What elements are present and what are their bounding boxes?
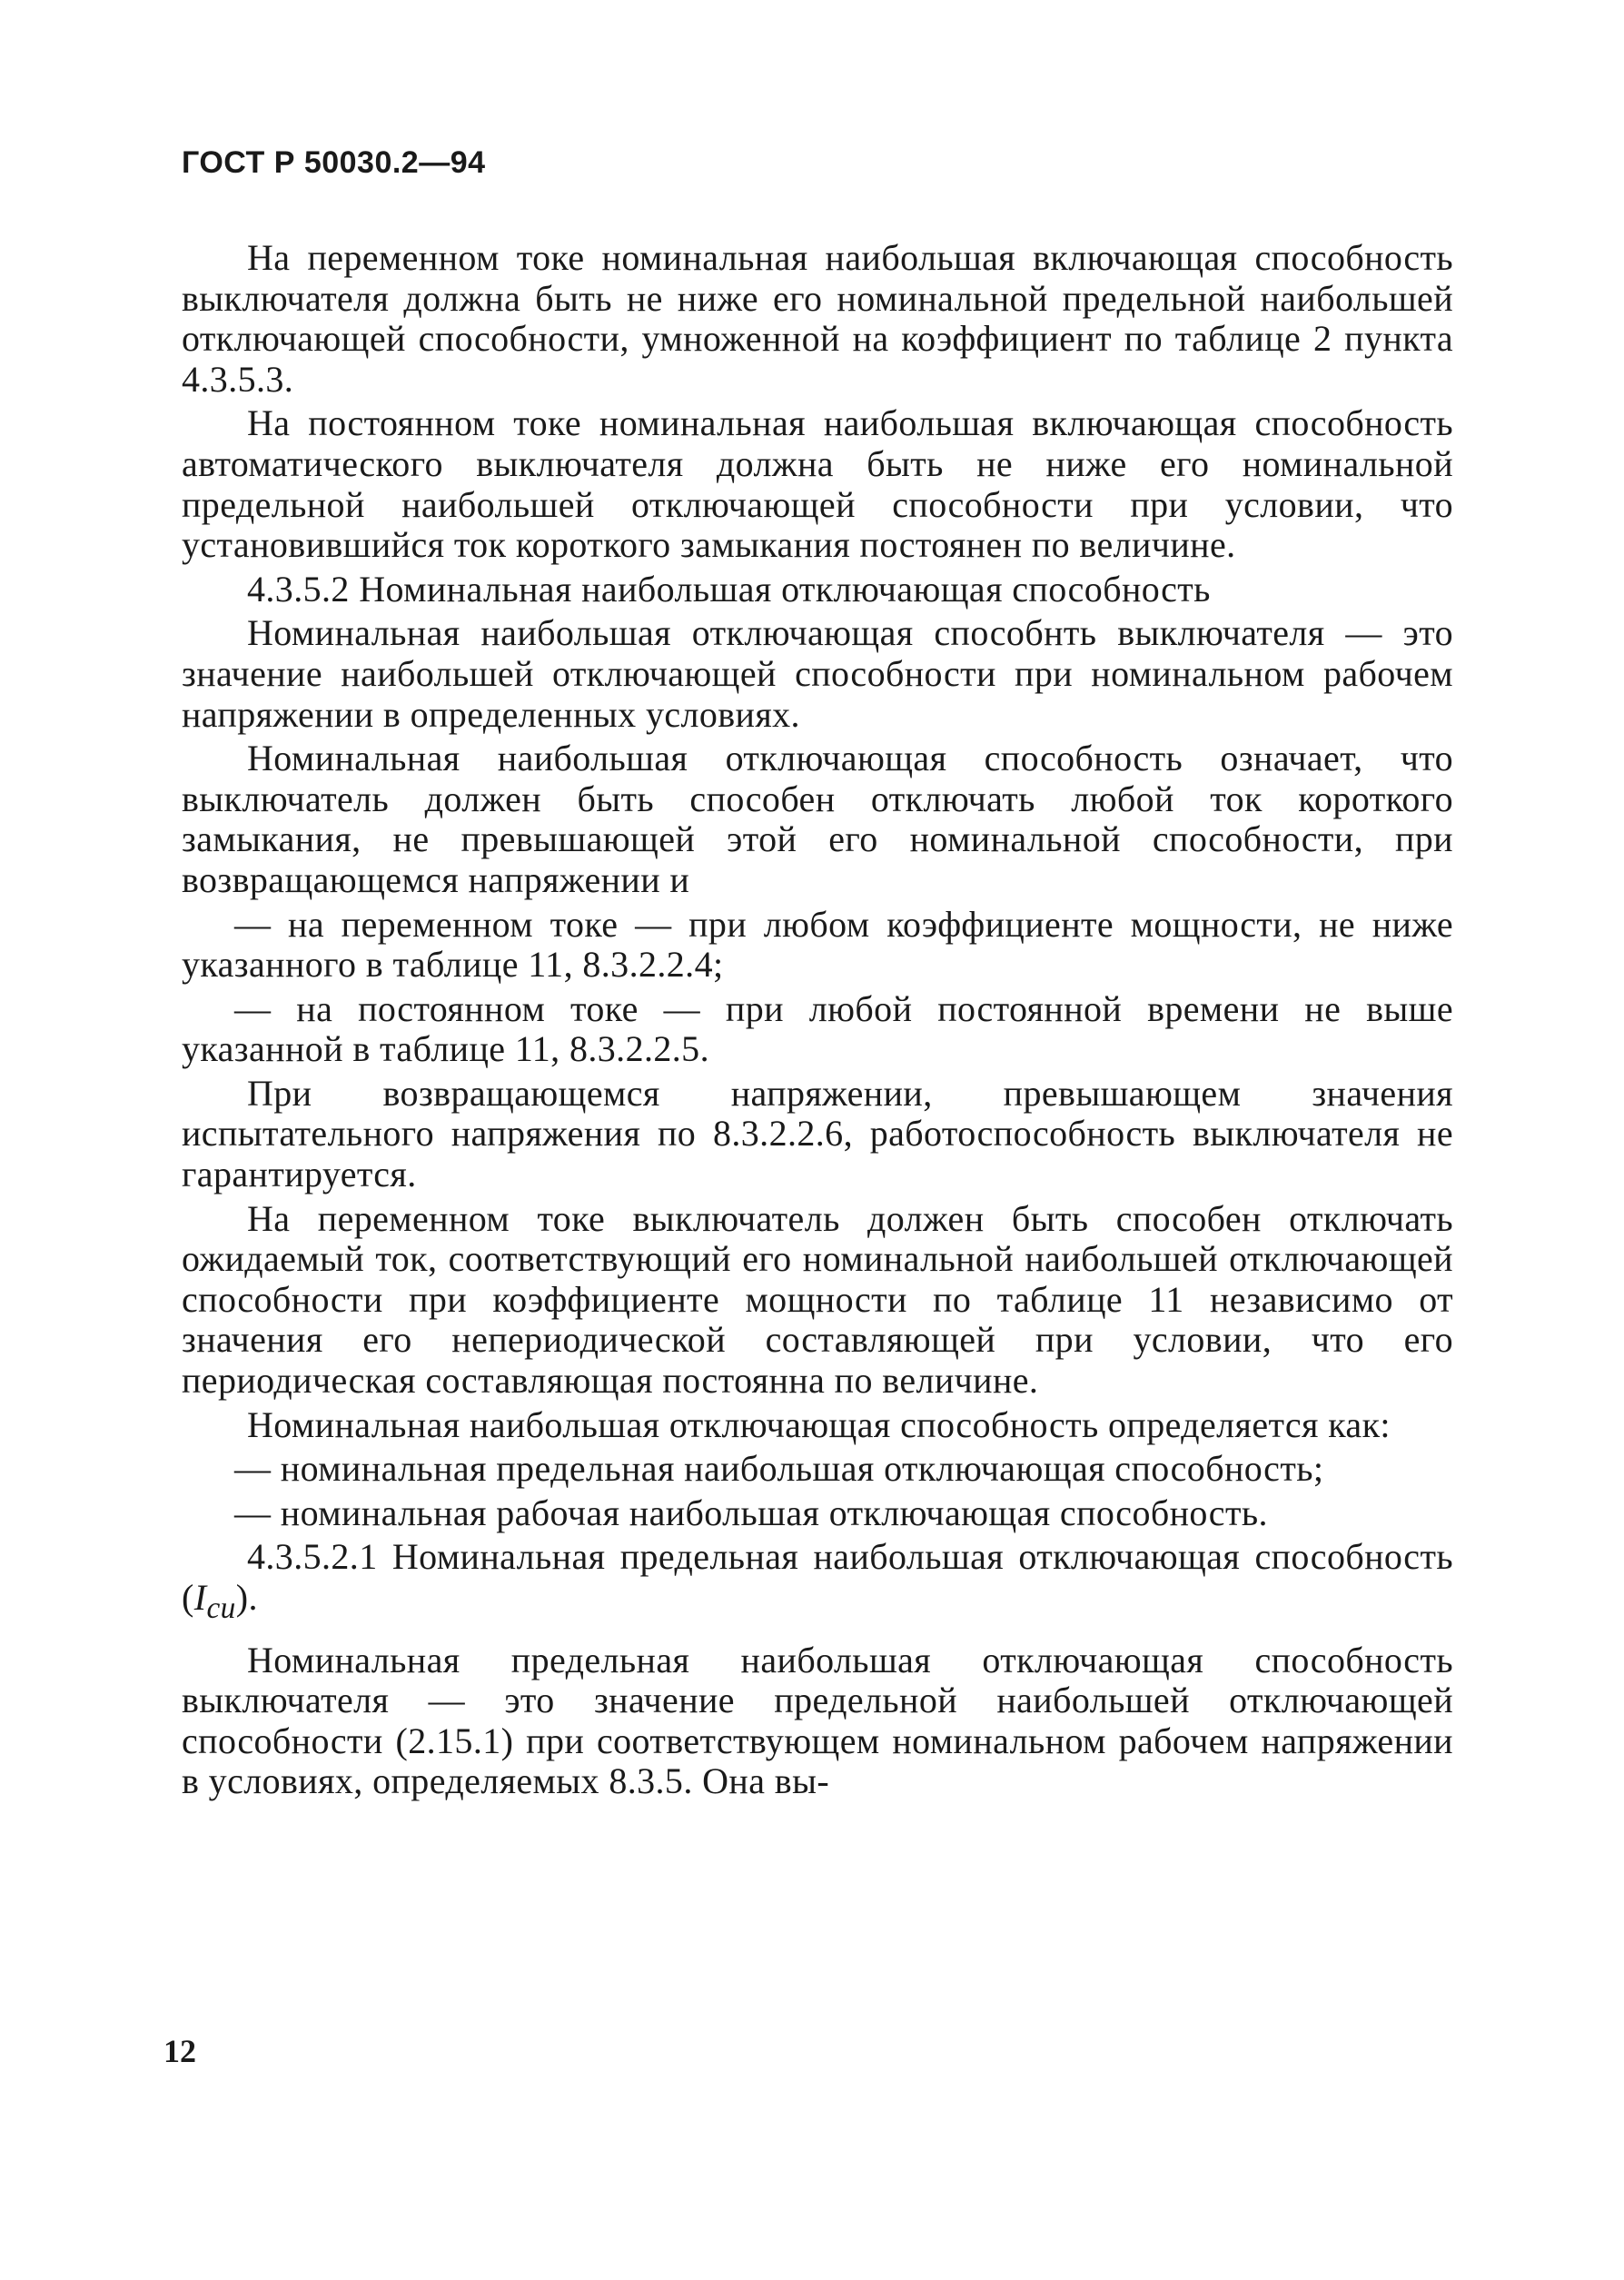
section-heading-text: 4.3.5.2.1 Номинальная предельная наибольшая отключающая способность xyxy=(247,1536,1453,1578)
document-body xyxy=(182,238,1453,1806)
paragraph-recovery-voltage: При возвращающемся напряжении, превышающем значения испытательного напряжения по 8.3.2.2.6, работоспособность выключателя не гарантируется. xyxy=(182,1072,1453,1195)
paragraph-ultimate-capacity-definition: Номинальная предельная наибольшая отключающая способность выключателя — это значение предельной наибольшей отключающей способности (2.15.1) при соответствующем номинальном рабочем напряжении в условиях, определяемых 8.3.5. Она вы- xyxy=(182,1639,1453,1802)
paragraph-breaking-capacity-meaning: Номинальная наибольшая отключающая способность означает, что выключатель должен быть способен отключать любой ток короткого замыкания, не превышающей этой его номинальной способности, при возвращающемся напряжении и xyxy=(182,738,1453,900)
page-number: 12 xyxy=(163,2033,196,2069)
paragraph-capacity-defined-as: Номинальная наибольшая отключающая способность определяется как: xyxy=(247,1403,1391,1445)
list-item-ac: — на переменном токе — при любом коэффициенте мощности, не ниже указанного в таблице 11, 8.3.2.2.4; xyxy=(182,903,1453,986)
section-heading-4-3-5-2-1 xyxy=(182,1537,1453,1629)
paragraph-dc-making-capacity: На постоянном токе номинальная наибольшая включающая способность автоматического выключателя должна быть не ниже его номинальной предельной наибольшей отключающей способности при условии, что установившийся ток короткого замыкания постоянен по величине. xyxy=(182,402,1453,566)
standard-header: ГОСТ Р 50030.2—94 xyxy=(182,145,486,180)
paragraph-ac-expected-current: На переменном токе выключатель должен быть способен отключать ожидаемый ток, соответствующий его номинальной наибольшей отключающей способности при коэффициенте мощности по таблице 11 независимо от значения его непериодической составляющей при условии, что его периодическая составляющая постоянна по величине. xyxy=(182,1197,1453,1402)
paragraph-ac-making-capacity: На переменном токе номинальная наибольшая включающая способность выключателя должна быть не ниже его номинальной предельной наибольшей отключающей способности, умноженной на коэффициент по таблице 2 пункта 4.3.5.3. xyxy=(182,237,1453,400)
section-heading-4-3-5-2: 4.3.5.2 Номинальная наибольшая отключающая способность xyxy=(247,568,1211,610)
list-item-ultimate-capacity: — номинальная предельная наибольшая отключающая способность; xyxy=(234,1448,1324,1490)
list-item-dc: — на постоянном токе — при любой постоянной времени не выше указанной в таблице 11, 8.3.2.2.5. xyxy=(182,987,1453,1070)
icu-symbol: $(I_{cu})$. xyxy=(182,1577,258,1625)
list-item-service-capacity: — номинальная рабочая наибольшая отключающая способность. xyxy=(234,1492,1268,1533)
paragraph-breaking-capacity-definition: Номинальная наибольшая отключающая способнть выключателя — это значение наибольшей отключающей способности при номинальном рабочем напряжении в определенных условиях. xyxy=(182,612,1453,735)
